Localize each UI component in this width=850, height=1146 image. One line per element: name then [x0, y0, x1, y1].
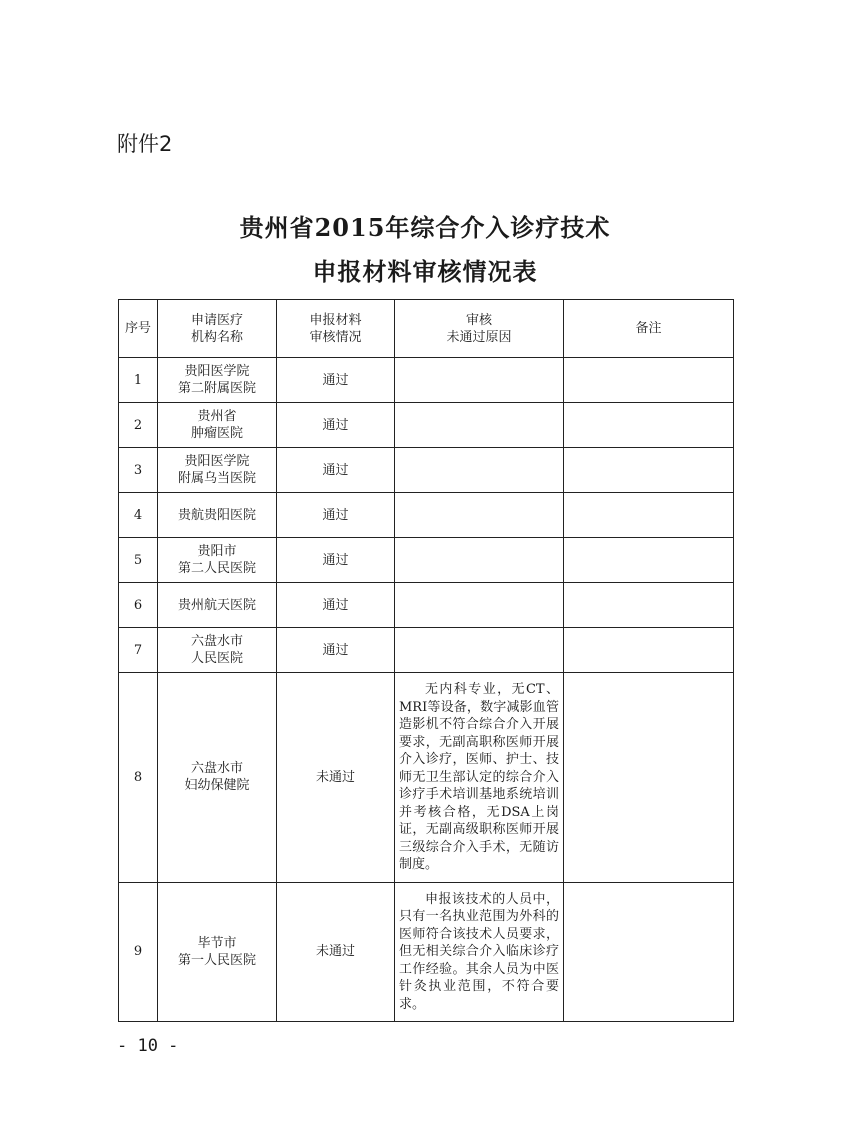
header-seq: 序号 — [119, 300, 158, 358]
table-row — [119, 583, 734, 628]
cell-seq: 6 — [119, 583, 158, 628]
header-remark: 备注 — [564, 300, 734, 358]
cell-remark — [564, 538, 734, 583]
table-row — [119, 403, 734, 448]
header-reason-line1: 审核 — [465, 312, 492, 328]
cell-seq: 1 — [119, 358, 158, 403]
cell-org — [158, 448, 277, 493]
cell-org-line1: 贵阳医学院 — [184, 364, 250, 379]
cell-org — [158, 628, 277, 673]
table-row — [119, 538, 734, 583]
cell-reason — [395, 493, 564, 538]
header-reason — [395, 300, 564, 358]
cell-reason — [395, 583, 564, 628]
table-row — [119, 493, 734, 538]
cell-remark — [564, 673, 734, 883]
cell-status: 通过 — [277, 493, 395, 538]
document-title-line2: 申报材料审核情况表 — [312, 257, 538, 286]
cell-org — [158, 403, 277, 448]
header-org-line1: 申请医疗 — [190, 312, 243, 328]
cell-status: 通过 — [277, 358, 395, 403]
cell-remark — [564, 583, 734, 628]
header-reason-line2: 未通过原因 — [446, 329, 512, 345]
cell-status: 未通过 — [277, 673, 395, 883]
cell-org-line2: 妇幼保健院 — [184, 778, 250, 794]
cell-status: 通过 — [277, 538, 395, 583]
cell-org-line1: 贵航贵阳医院 — [177, 507, 256, 523]
cell-remark — [564, 358, 734, 403]
cell-status: 未通过 — [277, 882, 395, 1022]
header-status-line1: 申报材料 — [309, 312, 362, 328]
page-number: - 10 - — [117, 1036, 179, 1056]
header-org-line2: 机构名称 — [190, 329, 243, 345]
cell-org-line1: 毕节市 — [197, 935, 237, 951]
cell-org-line2: 第二附属医院 — [177, 381, 256, 396]
table-row — [119, 882, 734, 1022]
cell-status: 通过 — [277, 403, 395, 448]
cell-reason — [395, 538, 564, 583]
cell-org — [158, 673, 277, 883]
cell-org-line2: 附属乌当医院 — [177, 471, 256, 486]
cell-remark — [564, 493, 734, 538]
document-title-line1: 贵州省2015年综合介入诊疗技术 — [239, 213, 611, 242]
cell-seq: 7 — [119, 628, 158, 673]
cell-seq: 4 — [119, 493, 158, 538]
cell-org-line1: 贵阳市 — [197, 544, 237, 559]
table-row — [119, 673, 734, 883]
table-row — [119, 628, 734, 673]
cell-reason — [395, 628, 564, 673]
cell-org-line1: 贵州省 — [197, 409, 237, 424]
header-org — [158, 300, 277, 358]
cell-org — [158, 583, 277, 628]
cell-remark — [564, 882, 734, 1022]
cell-seq: 3 — [119, 448, 158, 493]
cell-org-line2: 第一人民医院 — [177, 952, 256, 968]
cell-org — [158, 882, 277, 1022]
table-row — [119, 448, 734, 493]
cell-org — [158, 358, 277, 403]
cell-reason — [395, 358, 564, 403]
cell-seq: 9 — [119, 882, 158, 1022]
cell-remark — [564, 448, 734, 493]
cell-seq: 8 — [119, 673, 158, 883]
cell-seq: 2 — [119, 403, 158, 448]
review-table — [118, 299, 734, 1022]
cell-status: 通过 — [277, 628, 395, 673]
cell-org-line1: 贵州航天医院 — [177, 597, 256, 613]
cell-org-line1: 贵阳医学院 — [184, 454, 250, 469]
table-header-row — [119, 300, 734, 358]
cell-org-line1: 六盘水市 — [190, 761, 243, 777]
table-row — [119, 358, 734, 403]
cell-reason: 申报该技术的人员中，只有一名执业范围为外科的医师符合该技术人员要求，但无相关综合介入临床诊疗工作经验。其余人员为中医针灸执业范围，不符合要求。 — [395, 882, 564, 1022]
cell-remark — [564, 403, 734, 448]
cell-org — [158, 538, 277, 583]
header-status-line2: 审核情况 — [309, 329, 362, 345]
cell-status: 通过 — [277, 448, 395, 493]
cell-seq: 5 — [119, 538, 158, 583]
cell-org-line2: 人民医院 — [190, 651, 243, 666]
cell-org-line2: 肿瘤医院 — [190, 426, 243, 441]
cell-status: 通过 — [277, 583, 395, 628]
cell-org-line2: 第二人民医院 — [177, 561, 256, 576]
cell-org-line1: 六盘水市 — [190, 634, 243, 649]
attachment-label: 附件2 — [117, 132, 173, 156]
cell-reason — [395, 403, 564, 448]
cell-reason — [395, 448, 564, 493]
cell-reason: 无内科专业，无CT、MRI等设备，数字减影血管造影机不符合综合介入开展要求，无副高职称医师开展介入诊疗，医师、护士、技师无卫生部认定的综合介入诊疗手术培训基地系统培训并考核合格，无DSA上岗证，无副高级职称医师开展三级综合介入手术，无随访制度。 — [395, 673, 564, 883]
header-status — [277, 300, 395, 358]
cell-org — [158, 493, 277, 538]
cell-remark — [564, 628, 734, 673]
